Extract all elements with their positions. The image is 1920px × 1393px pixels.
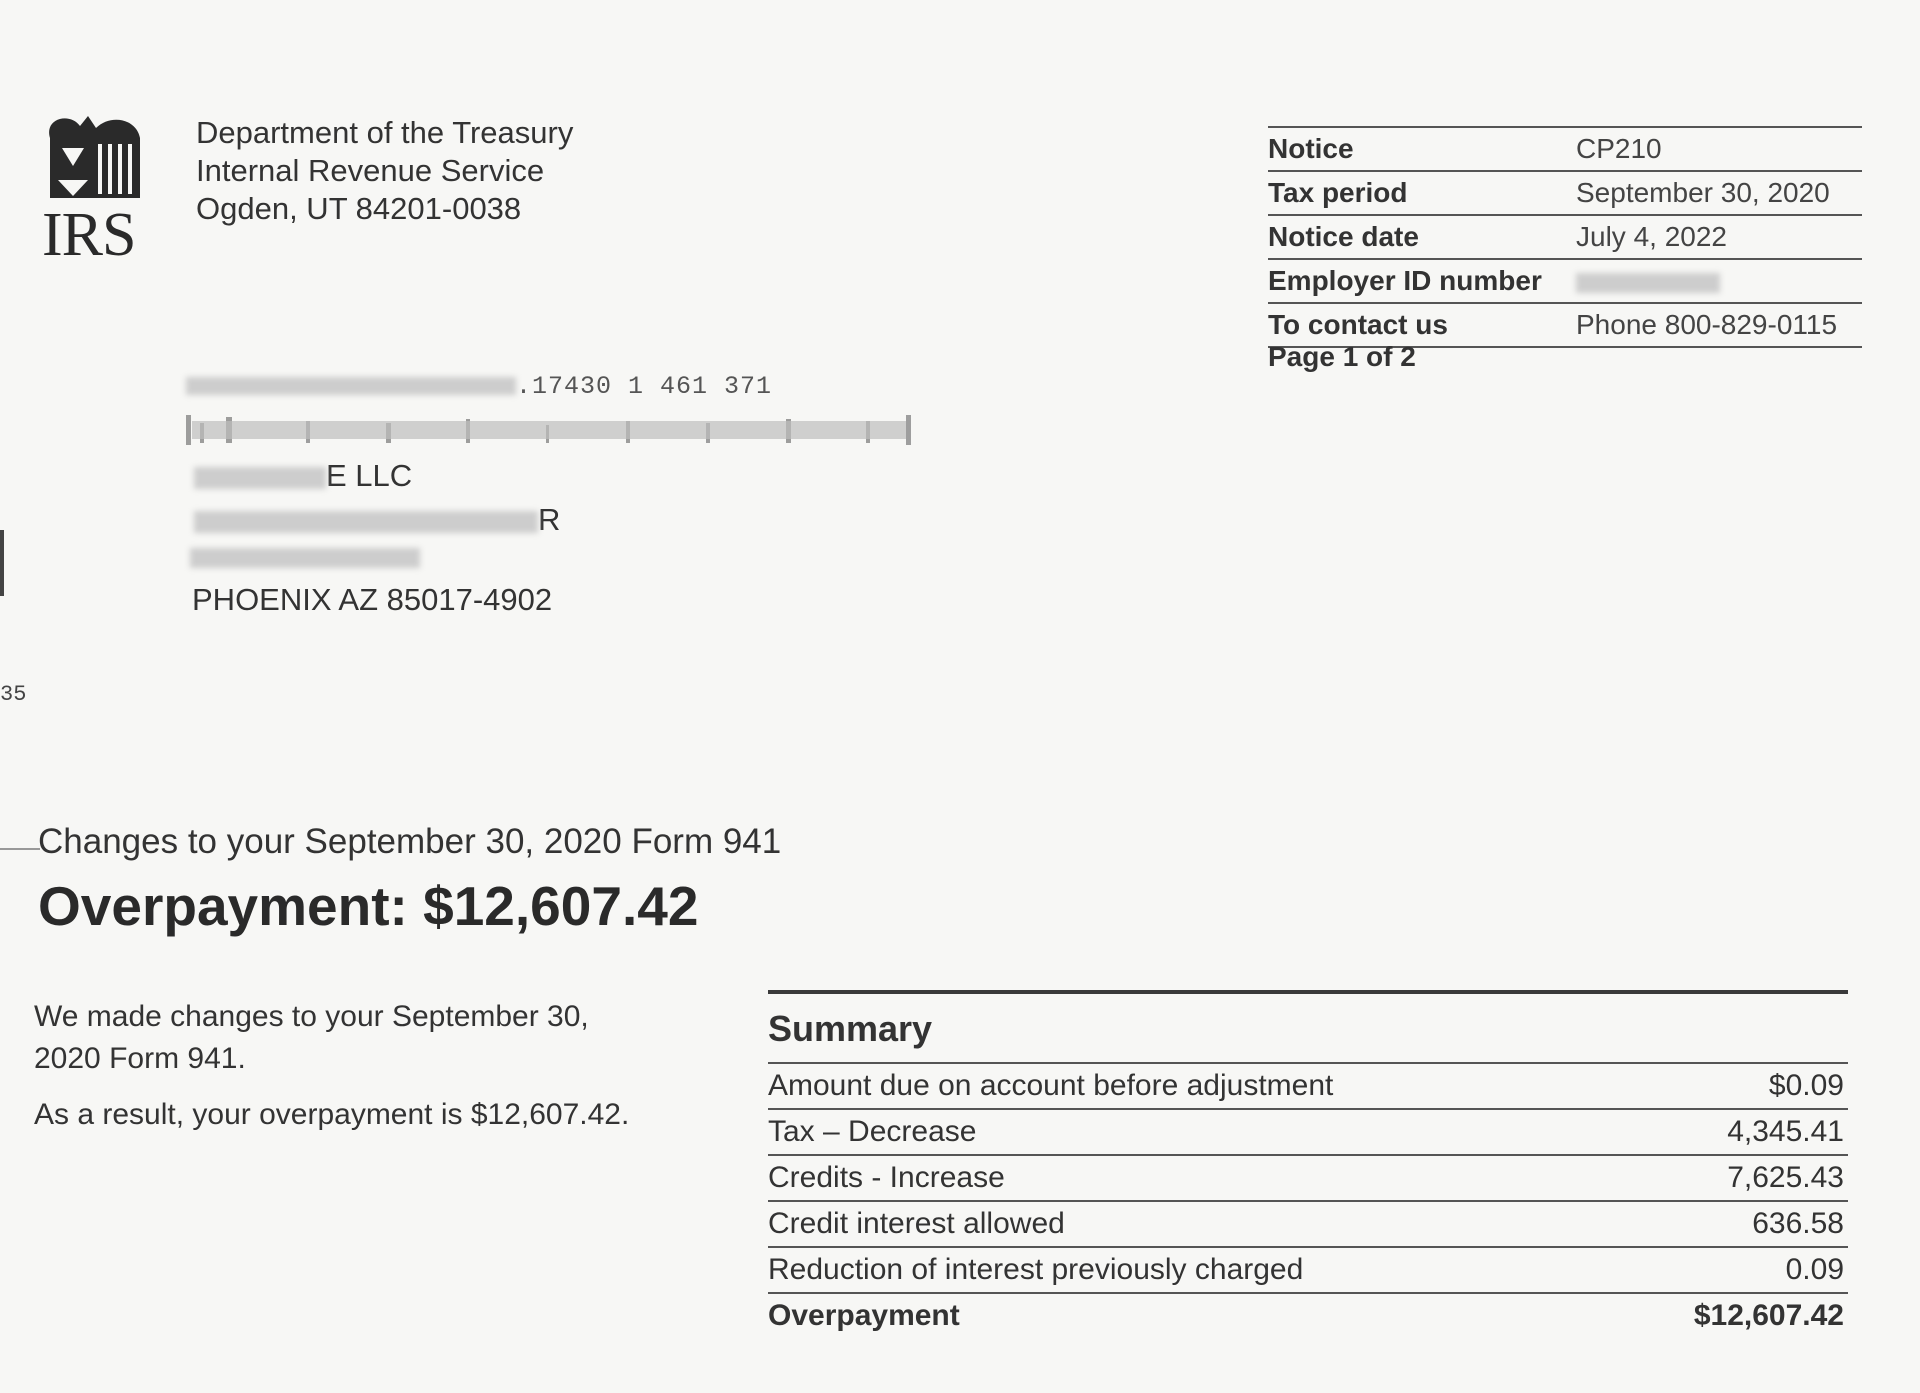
- agency-line: Ogden, UT 84201-0038: [196, 191, 522, 226]
- mailing-code-text: [186, 372, 772, 401]
- summary-row-label: Reduction of interest previously charged: [768, 1253, 1304, 1286]
- notice-row-label: Employer ID number: [1268, 265, 1542, 296]
- mailing-code-visible: .17430 1 461 371: [516, 372, 773, 401]
- summary-row-label: Credit interest allowed: [768, 1207, 1065, 1240]
- changes-heading: Changes to your September 30, 2020 Form 941: [38, 822, 782, 861]
- notice-row-label: Notice date: [1268, 221, 1419, 252]
- redaction-blur: [186, 377, 516, 395]
- explanation-text: [34, 996, 654, 1136]
- notice-row-label: Notice: [1268, 133, 1354, 164]
- summary-row: [768, 1062, 1848, 1108]
- notice-info-table: [1268, 126, 1862, 348]
- explanation-paragraph: We made changes to your September 30, 2020 Form 941.: [34, 1000, 589, 1075]
- notice-row-label: Tax period: [1268, 177, 1408, 208]
- address-name-visible: E LLC: [326, 458, 413, 493]
- summary-row: [768, 1154, 1848, 1200]
- explanation-paragraph: As a result, your overpayment is $12,607.42.: [34, 1098, 630, 1131]
- margin-mark: [0, 530, 4, 596]
- summary-row-value: 0.09: [1785, 1253, 1844, 1286]
- agency-address: [196, 114, 573, 228]
- address-city-line: PHOENIX AZ 85017-4902: [192, 582, 553, 617]
- employer-id-redacted: [1576, 265, 1720, 297]
- notice-row: [1268, 214, 1862, 258]
- summary-total-row: [768, 1292, 1848, 1338]
- notice-row-value: Phone 800-829-0115: [1576, 309, 1838, 340]
- barcode-graphic: [186, 413, 912, 447]
- notice-row-value: July 4, 2022: [1576, 221, 1727, 252]
- summary-row-value: 7,625.43: [1727, 1161, 1844, 1194]
- notice-row: [1268, 258, 1862, 302]
- notice-row-value: September 30, 2020: [1576, 177, 1830, 208]
- notice-row: [1268, 170, 1862, 214]
- redaction-blur: [194, 467, 326, 489]
- agency-line: Department of the Treasury: [196, 115, 574, 150]
- summary-row: [768, 1200, 1848, 1246]
- summary-title: Summary: [768, 1008, 933, 1049]
- address-line-name: [194, 458, 412, 494]
- overpayment-heading: Overpayment: $12,607.42: [38, 875, 699, 937]
- summary-total-label: Overpayment: [768, 1299, 960, 1332]
- notice-row-value: CP210: [1576, 133, 1662, 164]
- page-indicator: Page 1 of 2: [1268, 341, 1416, 372]
- address-line-redacted: [190, 548, 420, 568]
- postal-barcode: [186, 413, 912, 447]
- redaction-blur: [194, 511, 538, 533]
- summary-table: [768, 990, 1848, 1338]
- divider: [0, 848, 40, 850]
- summary-row-value: $0.09: [1768, 1069, 1844, 1102]
- summary-row-label: Amount due on account before adjustment: [768, 1069, 1334, 1102]
- irs-logo-text: IRS: [42, 201, 136, 269]
- address-street-visible: R: [538, 502, 561, 537]
- margin-number: 35: [0, 682, 27, 707]
- notice-row-label: To contact us: [1268, 309, 1448, 340]
- summary-row: [768, 1108, 1848, 1154]
- summary-row-value: 4,345.41: [1727, 1115, 1844, 1148]
- eagle-icon: [40, 108, 150, 208]
- redaction-blur: [1576, 273, 1720, 293]
- summary-total-value: $12,607.42: [1693, 1299, 1844, 1332]
- address-line-street: [194, 502, 560, 538]
- summary-row-label: Tax – Decrease: [768, 1115, 977, 1148]
- summary-row: [768, 1246, 1848, 1292]
- agency-line: Internal Revenue Service: [196, 153, 545, 188]
- summary-row-value: 636.58: [1752, 1207, 1844, 1240]
- notice-row: [1268, 126, 1862, 170]
- summary-row-label: Credits - Increase: [768, 1161, 1005, 1194]
